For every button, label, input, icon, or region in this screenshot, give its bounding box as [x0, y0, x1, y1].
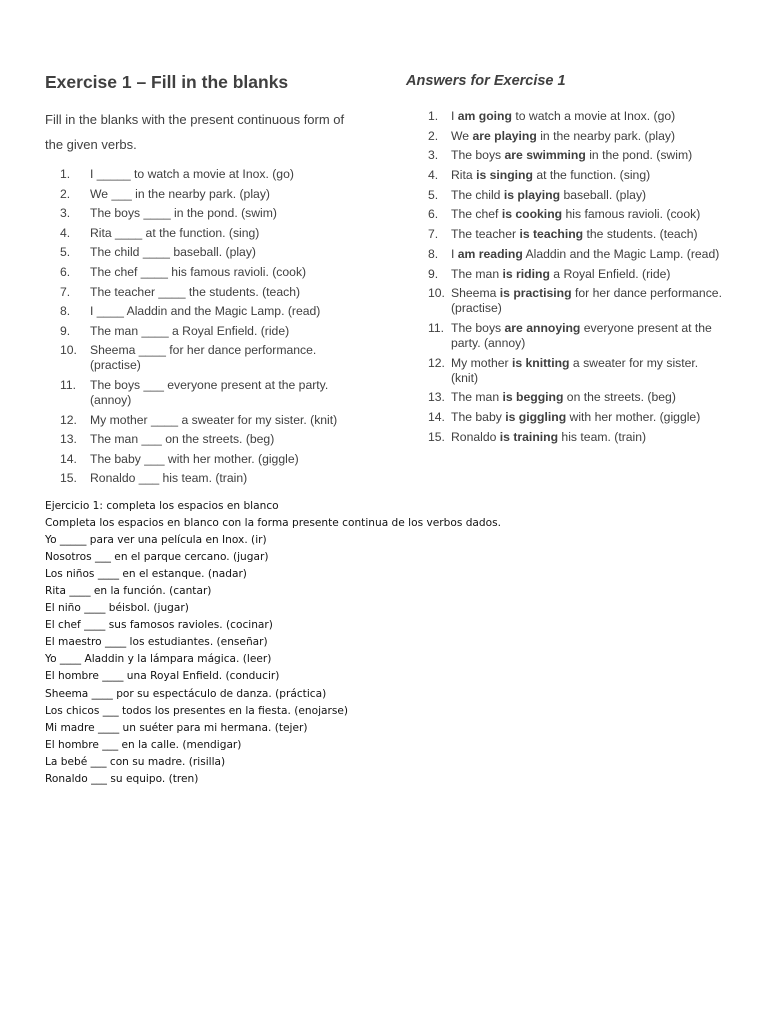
answer-item	[428, 109, 728, 124]
exercise-item-text: Ronaldo ___ his team. (train)	[90, 471, 248, 486]
answer-item-number: 9.	[428, 266, 439, 281]
answer-verb: is playing	[503, 187, 561, 202]
answer-item-text	[451, 410, 728, 425]
spanish-instructions: Completa los espacios en blanco con la forma presente continua de los verbos dados.	[45, 517, 502, 530]
exercise-list	[60, 167, 350, 491]
answer-item-text	[451, 129, 728, 144]
answer-verb: is teaching	[519, 227, 584, 242]
answer-item-number: 2.	[428, 128, 439, 143]
exercise-item-number: 10.	[60, 343, 77, 358]
answer-verb: is practising	[499, 286, 572, 301]
answer-rest: a sweater for my sister. (knit)	[451, 355, 702, 385]
answer-item-number: 6.	[428, 207, 439, 222]
exercise-item-text: The boys ___ everyone present at the party. (annoy)	[90, 377, 329, 407]
answer-item	[428, 168, 728, 183]
exercise-item-number: 8.	[60, 304, 71, 319]
answer-item-text	[451, 321, 728, 351]
spanish-item: El chef ____ sus famosos ravioles. (cocinar)	[45, 619, 273, 632]
answer-subject: Ronaldo	[451, 429, 500, 444]
answer-item-text	[451, 430, 728, 445]
spanish-item: Ronaldo ___ su equipo. (tren)	[45, 772, 199, 785]
exercise-item-number: 2.	[60, 186, 71, 201]
answer-item-text	[451, 356, 728, 386]
answer-verb: is singing	[476, 168, 533, 183]
answer-subject: The man	[451, 390, 503, 405]
answer-rest: a Royal Enfield. (ride)	[549, 266, 671, 281]
answer-verb: is giggling	[505, 409, 567, 424]
exercise-item-text: The man ___ on the streets. (beg)	[90, 432, 275, 447]
exercise-item	[60, 378, 350, 408]
exercise-item-number: 6.	[60, 264, 71, 279]
spanish-item: Rita ____ en la función. (cantar)	[45, 585, 212, 598]
answer-item	[428, 410, 728, 425]
answer-item-number: 7.	[428, 227, 439, 242]
exercise-item	[60, 226, 350, 241]
answer-item-number: 3.	[428, 148, 439, 163]
answer-item-text	[451, 267, 728, 282]
exercise-item-text: We ___ in the nearby park. (play)	[90, 186, 270, 201]
exercise-item-number: 4.	[60, 225, 71, 240]
answer-rest: baseball. (play)	[560, 187, 647, 202]
answer-subject: The child	[451, 187, 504, 202]
exercise-item-text: The child ____ baseball. (play)	[90, 245, 256, 260]
answer-item	[428, 390, 728, 405]
answer-item	[428, 188, 728, 203]
answer-item	[428, 286, 728, 316]
answer-rest: in the nearby park. (play)	[536, 128, 676, 143]
exercise-item	[60, 265, 350, 280]
exercise-item	[60, 245, 350, 260]
exercise-item-text: The baby ___ with her mother. (giggle)	[90, 451, 299, 466]
exercise-item-text: The boys ____ in the pond. (swim)	[90, 206, 277, 221]
exercise-item-number: 13.	[60, 432, 77, 447]
answer-rest: to watch a movie at Inox. (go)	[511, 109, 676, 123]
answer-verb: is cooking	[501, 207, 563, 222]
spanish-item: Nosotros ___ en el parque cercano. (jugar)	[45, 551, 269, 564]
answer-subject: I	[451, 246, 458, 261]
exercise-item-number: 1.	[60, 167, 71, 181]
exercise-item-number: 12.	[60, 412, 77, 427]
exercise-item-text: The man ____ a Royal Enfield. (ride)	[90, 323, 290, 338]
answer-item-number: 1.	[428, 109, 439, 123]
answer-subject: My mother	[451, 355, 512, 370]
answer-item	[428, 321, 728, 351]
answer-rest: on the streets. (beg)	[563, 390, 676, 405]
exercise-item	[60, 343, 350, 373]
exercise-item-number: 15.	[60, 471, 77, 486]
answer-verb: is knitting	[511, 355, 570, 370]
answer-rest: for her dance performance. (practise)	[451, 286, 726, 316]
answer-verb: are annoying	[504, 320, 581, 335]
answer-item-number: 5.	[428, 187, 439, 202]
answer-subject: We	[451, 128, 473, 143]
spanish-item: El hombre ___ en la calle. (mendigar)	[45, 738, 242, 751]
exercise-item-text: I ____ Aladdin and the Magic Lamp. (read)	[90, 304, 321, 319]
spanish-item: Yo ____ Aladdin y la lámpara mágica. (leer)	[45, 653, 272, 666]
spanish-title: Ejercicio 1: completa los espacios en blanco	[45, 500, 279, 512]
answer-verb: is training	[499, 429, 559, 444]
exercise-item	[60, 413, 350, 428]
exercise-item-text: The chef ____ his famous ravioli. (cook)	[90, 264, 307, 279]
exercise-item	[60, 452, 350, 467]
answer-item	[428, 247, 728, 262]
exercise-item-text: Sheema ____ for her dance performance. (practise)	[90, 343, 317, 373]
answer-item-text	[451, 227, 728, 242]
exercise-instructions: Fill in the blanks with the present continuous form of the given verbs.	[45, 112, 345, 152]
spanish-item: El maestro ____ los estudiantes. (enseñar)	[45, 636, 268, 649]
answer-item-number: 14.	[428, 409, 445, 424]
exercise-item	[60, 187, 350, 202]
spanish-item: Mi madre ____ un suéter para mi hermana. (tejer)	[45, 721, 308, 734]
exercise-item-number: 14.	[60, 451, 77, 466]
answer-subject: The baby	[451, 409, 506, 424]
exercise-item	[60, 432, 350, 447]
answer-item	[428, 356, 728, 386]
answer-rest: the students. (teach)	[583, 227, 698, 242]
answers-title: Answers for Exercise 1	[406, 73, 566, 89]
spanish-item: La bebé ___ con su madre. (risilla)	[45, 755, 226, 768]
exercise-item	[60, 206, 350, 221]
answer-rest: everyone present at the party. (annoy)	[451, 320, 716, 350]
answer-rest: his team. (train)	[558, 429, 647, 444]
answer-rest: with her mother. (giggle)	[566, 409, 701, 424]
answer-verb: is begging	[502, 390, 564, 405]
answer-item-number: 10.	[428, 286, 445, 301]
answer-subject: The teacher	[451, 227, 520, 242]
exercise-item-number: 9.	[60, 323, 71, 338]
answer-rest: his famous ravioli. (cook)	[562, 207, 701, 222]
answer-item	[428, 267, 728, 282]
exercise-item-number: 3.	[60, 206, 71, 221]
exercise-item-number: 7.	[60, 284, 71, 299]
answer-item-text	[451, 109, 728, 124]
exercise-item-text: I _____ to watch a movie at Inox. (go)	[90, 167, 294, 181]
answer-item-text	[451, 286, 728, 316]
answer-item-number: 12.	[428, 355, 445, 370]
exercise-title: Exercise 1 – Fill in the blanks	[45, 72, 289, 92]
answer-item	[428, 129, 728, 144]
exercise-item	[60, 285, 350, 300]
answer-item-text	[451, 390, 728, 405]
exercise-item-text: Rita ____ at the function. (sing)	[90, 225, 260, 240]
answers-list	[428, 109, 728, 449]
answer-verb: is riding	[502, 266, 550, 281]
answer-item-text	[451, 188, 728, 203]
spanish-item: Yo _____ para ver una película en Inox. (ir)	[45, 534, 267, 547]
answer-subject: Rita	[451, 168, 477, 183]
spanish-item: Los chicos ___ todos los presentes en la fiesta. (enojarse)	[45, 704, 349, 717]
answer-item-number: 13.	[428, 390, 445, 405]
exercise-item-number: 11.	[60, 377, 77, 392]
answer-item	[428, 227, 728, 242]
exercise-item	[60, 471, 350, 486]
answer-item	[428, 207, 728, 222]
answer-verb: am going	[457, 109, 512, 123]
answer-item	[428, 430, 728, 445]
exercise-item-number: 5.	[60, 245, 71, 260]
spanish-item: El hombre ____ una Royal Enfield. (conducir)	[45, 670, 280, 683]
exercise-item	[60, 304, 350, 319]
answer-item-text	[451, 148, 728, 163]
exercise-item	[60, 324, 350, 339]
spanish-item: El niño ____ béisbol. (jugar)	[45, 602, 189, 615]
spanish-translation	[45, 498, 725, 788]
answer-item	[428, 148, 728, 163]
exercise-item	[60, 167, 350, 182]
answer-item-text	[451, 168, 728, 183]
answer-verb: are swimming	[504, 148, 586, 163]
answer-subject: The man	[451, 266, 503, 281]
exercise-item-text: My mother ____ a sweater for my sister. (knit)	[90, 412, 338, 427]
spanish-item: Los niños ____ en el estanque. (nadar)	[45, 568, 247, 581]
answer-verb: are playing	[472, 128, 537, 143]
answer-item-number: 15.	[428, 429, 445, 444]
answer-rest: at the function. (sing)	[532, 168, 651, 183]
answer-item-text	[451, 247, 728, 262]
answer-rest: Aladdin and the Magic Lamp. (read)	[522, 246, 720, 261]
answer-item-number: 11.	[428, 320, 445, 335]
answer-subject: The boys	[451, 320, 505, 335]
spanish-item: Sheema ____ por su espectáculo de danza. (práctica)	[45, 687, 327, 700]
answer-subject: The boys	[451, 148, 505, 163]
answer-item-number: 8.	[428, 246, 439, 261]
answer-rest: in the pond. (swim)	[585, 148, 693, 163]
answer-verb: am reading	[457, 246, 523, 261]
exercise-item-text: The teacher ____ the students. (teach)	[90, 284, 301, 299]
answer-item-number: 4.	[428, 168, 439, 183]
answer-subject: The chef	[451, 207, 502, 222]
answer-subject: Sheema	[451, 286, 500, 301]
answer-item-text	[451, 207, 728, 222]
answer-subject: I	[451, 109, 458, 123]
